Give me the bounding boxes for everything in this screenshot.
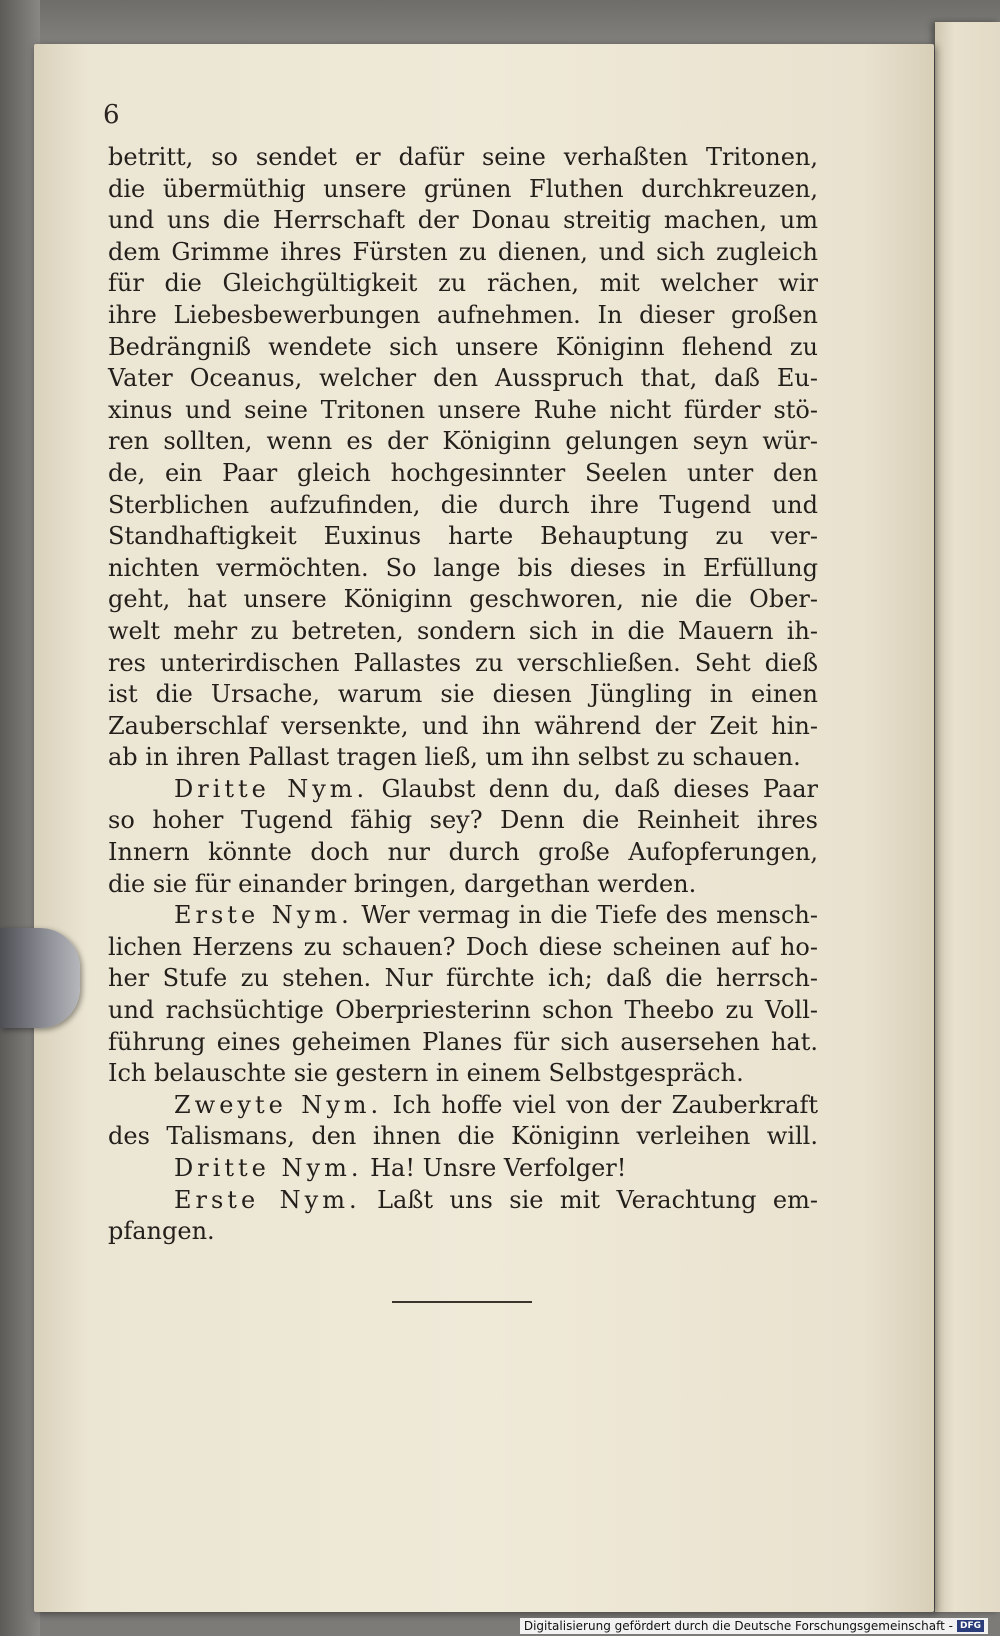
speaker-name: Erste Nym. xyxy=(174,901,353,930)
text-line: xinus und seine Tritonen unsere Ruhe nicht fürder stö- xyxy=(108,395,818,424)
end-rule xyxy=(392,1301,532,1303)
dfg-logo: DFG xyxy=(957,1620,984,1632)
text-line: nichten vermöchten. So lange bis dieses in Erfüllung xyxy=(108,553,818,582)
dialogue-line: führung eines geheimen Planes für sich ausersehen hat. xyxy=(108,1027,818,1056)
dialogue-line: lichen Herzens zu schauen? Doch diese scheinen auf ho- xyxy=(108,932,818,961)
text-line: ihre Liebesbewerbungen aufnehmen. In dieser großen xyxy=(108,300,818,329)
dialogue-line xyxy=(108,774,818,806)
speaker-name: Dritte Nym. xyxy=(174,774,369,803)
dialogue-text: Ich hoffe viel von der Zauberkraft xyxy=(392,1090,818,1119)
dialogue-text: Wer vermag in die Tiefe des mensch- xyxy=(361,901,818,930)
text-line: welt mehr zu betreten, sondern sich in die Mauern ih- xyxy=(108,616,818,645)
page-number: 6 xyxy=(103,100,120,130)
text-line: und uns die Herrschaft der Donau streitig machen, um xyxy=(108,206,818,235)
dialogue-line: so hoher Tugend fähig sey? Denn die Reinheit ihres xyxy=(108,806,818,835)
text-line: de, ein Paar gleich hochgesinnter Seelen unter den xyxy=(108,458,818,487)
dialogue-text: Ha! Unsre Verfolger! xyxy=(370,1154,627,1182)
text-line: für die Gleichgültigkeit zu rächen, mit welcher wir xyxy=(108,269,818,298)
text-line: Vater Oceanus, welcher den Ausspruch that, daß Eu- xyxy=(108,364,818,393)
text-line: Bedrängniß wendete sich unsere Königinn flehend zu xyxy=(108,332,818,361)
text-line: die übermüthig unsere grünen Fluthen durchkreuzen, xyxy=(108,174,818,203)
text-line: betritt, so sendet er dafür seine verhaßten Tritonen, xyxy=(108,143,818,171)
text-line: res unterirdischen Pallastes zu verschließen. Seht dieß xyxy=(108,648,818,677)
speaker-name: Erste Nym. xyxy=(174,1185,361,1214)
text-line: ren sollten, wenn es der Königinn gelungen seyn wür- xyxy=(108,427,818,456)
dialogue-line: Ich belauschte sie gestern in einem Selbstgespräch. xyxy=(108,1059,744,1088)
digitization-footer xyxy=(520,1618,988,1634)
dialogue-line: die sie für einander bringen, dargethan werden. xyxy=(108,869,697,898)
dialogue-text: Glaubst denn du, daß dieses Paar xyxy=(381,774,818,803)
facing-page-edge xyxy=(935,22,1000,1612)
text-line: Sterblichen aufzufinden, die durch ihre Tugend und xyxy=(108,490,818,519)
text-line: ab in ihren Pallast tragen ließ, um ihn selbst zu schauen. xyxy=(108,743,801,772)
text-line: dem Grimme ihres Fürsten zu dienen, und sich zugleich xyxy=(108,237,818,266)
text-line: Zauberschlaf versenkte, und ihn während der Zeit hin- xyxy=(108,711,818,740)
dialogue-line xyxy=(108,1185,818,1217)
dialogue-line: pfangen. xyxy=(108,1217,215,1246)
dialogue-line xyxy=(108,900,818,932)
text-line: ist die Ursache, warum sie diesen Jüngling in einen xyxy=(108,680,818,709)
dialogue-line xyxy=(108,1153,818,1185)
page-clip xyxy=(0,928,80,1028)
text-line: geht, hat unsere Königinn geschworen, nie die Ober- xyxy=(108,585,818,614)
dialogue-line: her Stufe zu stehen. Nur fürchte ich; daß die herrsch- xyxy=(108,964,818,993)
text-line: Standhaftigkeit Euxinus harte Behauptung zu ver- xyxy=(108,522,818,551)
speaker-name: Dritte Nym. xyxy=(174,1154,363,1182)
dialogue-line: Innern könnte doch nur durch große Aufopferungen, xyxy=(108,838,818,867)
page-text xyxy=(108,142,818,1248)
dialogue-line xyxy=(108,1090,818,1122)
dialogue-text: Laßt uns sie mit Verachtung em- xyxy=(377,1185,819,1214)
dialogue-line: und rachsüchtige Oberpriesterinn schon Theebo zu Voll- xyxy=(108,996,818,1025)
footer-text: Digitalisierung gefördert durch die Deutsche Forschungsgemeinschaft - xyxy=(523,1619,953,1633)
speaker-name: Zweyte Nym. xyxy=(174,1090,383,1119)
dialogue-line: des Talismans, den ihnen die Königinn verleihen will. xyxy=(108,1122,818,1151)
